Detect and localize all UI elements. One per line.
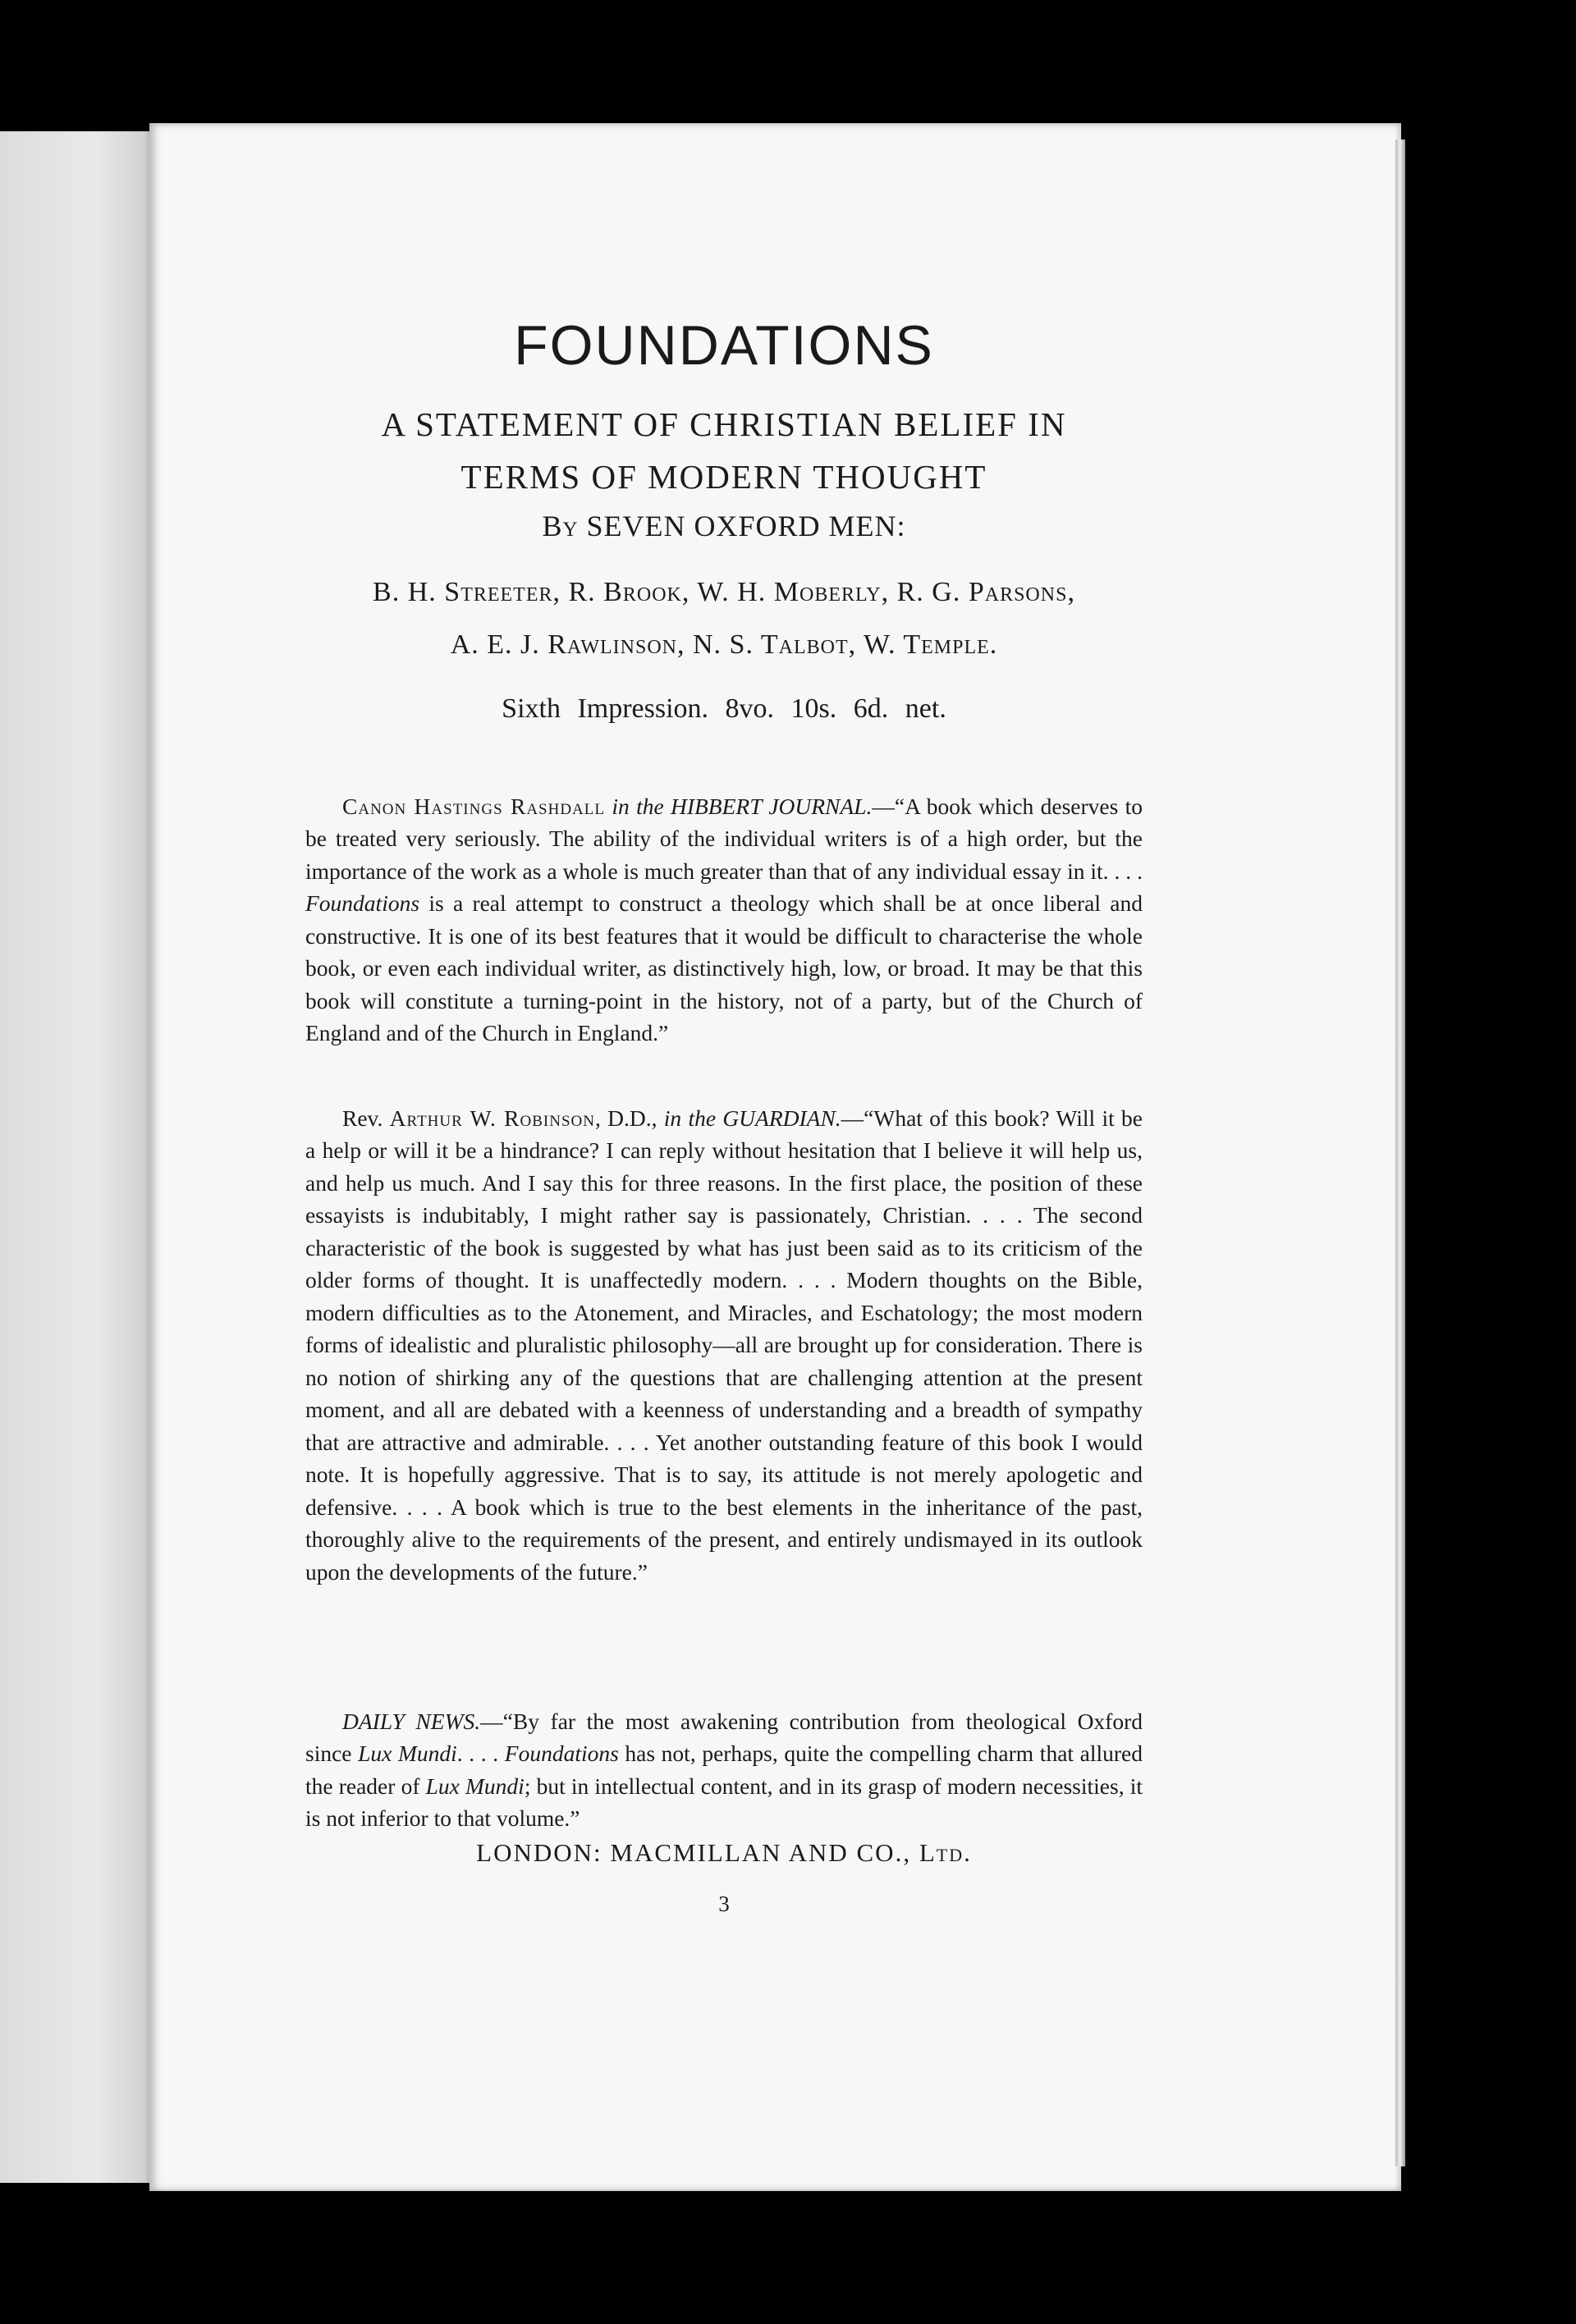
review-text: —“By far the most awakening contribution from theological Oxford since: [305, 1708, 1143, 1766]
authors-line-1: B. H. Streeter, R. Brook, W. H. Moberly, R. G. Parsons,: [373, 577, 1075, 607]
book-subtitle: [305, 398, 1143, 503]
review-italic-title: Lux Mundi: [425, 1773, 525, 1799]
page-sheet: [149, 123, 1401, 2191]
review-daily-news: [305, 1705, 1143, 1835]
review-hibbert-journal: [305, 790, 1143, 1050]
review-text: has not, perhaps, quite the compelling charm that allured the reader of: [305, 1741, 1143, 1799]
review-text: . . . .: [456, 1741, 505, 1766]
review-text: —“What of this book? Will it be a help or will it be a hindrance? I can reply without hesitation that I believe it will help us, and help us much. And I say this for three reasons. In the first place, the position of these essayists is indubitably, I might rather say is passionately, Christian. . . . The second characteristic of the book is suggested by what has just been said as to its criticism of the older forms of thought. It is unaffectedly modern. . . . Modern thoughts on the Bible, modern difficulties as to the Atonement, and Miracles, and Eschatology; the most modern forms of idealistic and pluralistic philosophy—all are brought up for consideration. There is no notion of shirking any of the questions that are challenging attention at the present moment, and all are debated with a keenness of understanding and a breadth of sympathy that are attractive and admirable. . . . Yet another outstanding feature of this book I would note. It is hopefully aggressive. That is to say, its attitude is not merely apologetic and defensive. . . . A book which is true to the best elements in the inheritance of the past, thoroughly alive to the requirements of the present, and entirely undismayed in its outlook upon the developments of the future.”: [305, 1105, 1143, 1585]
reviewer-name: Arthur W. Robinson: [389, 1105, 595, 1131]
byline: By SEVEN OXFORD MEN:: [542, 510, 906, 542]
subtitle-line-1: A STATEMENT OF CHRISTIAN BELIEF IN: [381, 405, 1067, 443]
review-source: in the GUARDIAN.: [663, 1105, 841, 1131]
page-number: 3: [718, 1892, 730, 1916]
review-text: —“A book which deserves to be treated very seriously. The ability of the individual writers is of a high order, but the importance of the work as a whole is much greater than that of any individual essay in it. . . .: [305, 793, 1143, 884]
review-italic-title: Foundations: [504, 1741, 619, 1766]
subtitle-line-2: TERMS OF MODERN THOUGHT: [460, 458, 987, 496]
review-text: is a real attempt to construct a theology which shall be at once liberal and constructive. It is one of its best features that it would be difficult to characterise the whole book, or even each individual writer, as distinctively high, low, or broad. It may be that this book will constitute a turning-point in the history, not of a party, but of the Church of England and of the Church in England.”: [305, 890, 1143, 1045]
review-source: in the HIBBERT JOURNAL.: [612, 793, 873, 819]
book-spine-edge: [0, 131, 160, 2183]
authors-line-2: A. E. J. Rawlinson, N. S. Talbot, W. Temple.: [450, 629, 998, 660]
review-source: DAILY NEWS.: [342, 1708, 481, 1734]
review-text: ; but in intellectual content, and in its grasp of modern necessities, it is not inferior to that volume.”: [305, 1773, 1143, 1831]
publisher-imprint: LONDON: MACMILLAN AND CO., Ltd.: [476, 1838, 972, 1867]
page-right-edge: [1395, 140, 1405, 2166]
reviewer-suffix: , D.D.,: [594, 1105, 664, 1131]
book-title: FOUNDATIONS: [514, 314, 934, 377]
review-italic-title: Lux Mundi: [358, 1741, 457, 1766]
reviewer-name: Canon Hastings Rashdall: [342, 793, 605, 819]
review-guardian: [305, 1102, 1143, 1589]
authors-list: [305, 566, 1143, 671]
reviewer-prefix: Rev.: [342, 1105, 390, 1131]
edition-info: Sixth Impression. 8vo. 10s. 6d. net.: [502, 693, 946, 724]
review-italic-title: Foundations: [305, 890, 420, 916]
